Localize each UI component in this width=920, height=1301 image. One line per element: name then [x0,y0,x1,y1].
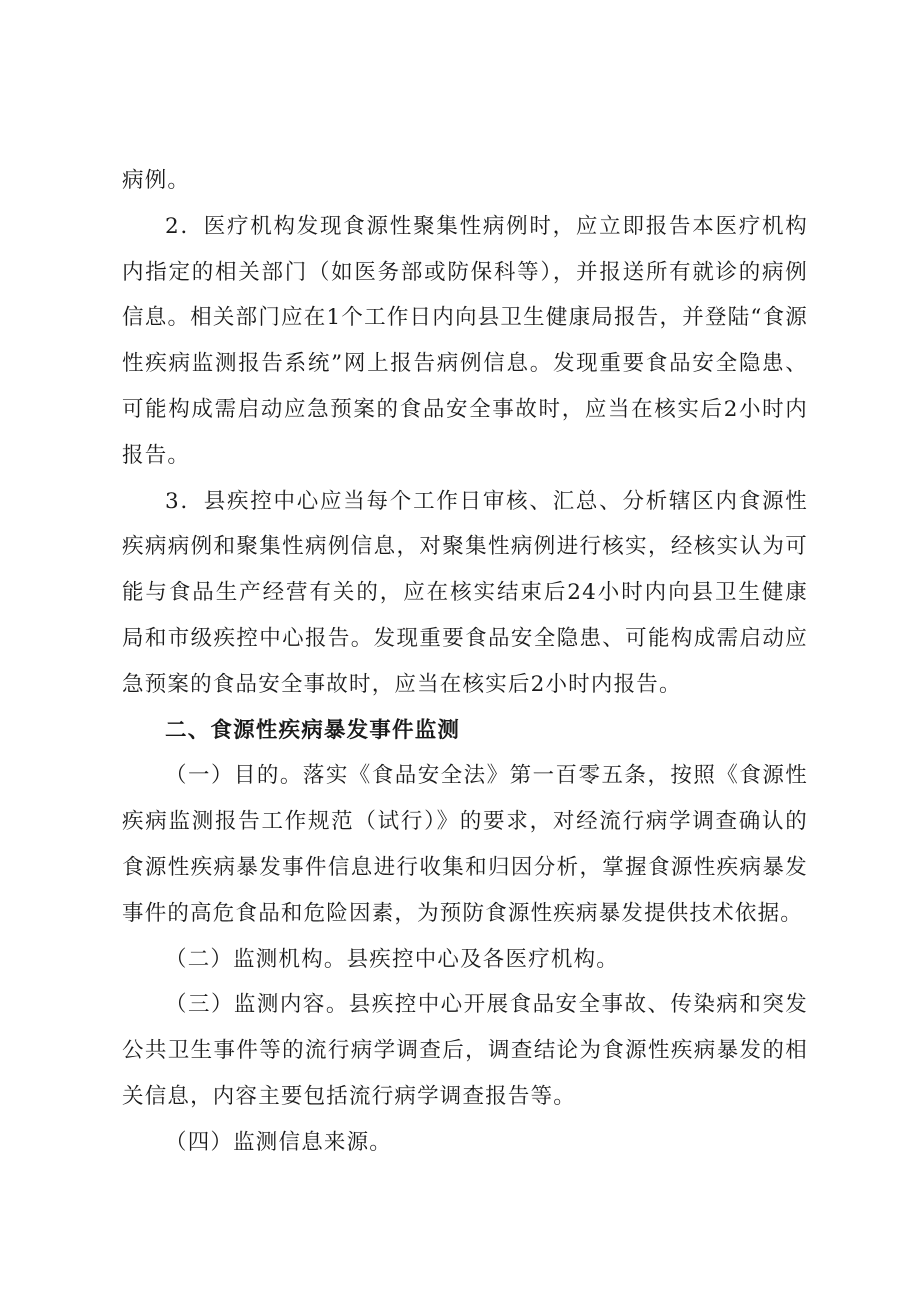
paragraph-purpose: （一）目的。落实《食品安全法》第一百零五条，按照《食源性疾病监测报告工作规范（试行）》的要求，对经流行病学调查确认的食源性疾病暴发事件信息进行收集和归因分析，掌握食源性疾病暴发事件的高危食品和危险因素，为预防食源性疾病暴发提供技术依据。 [122,763,808,926]
document-body [122,158,808,1166]
paragraph-content: （三）监测内容。县疾控中心开展食品安全事故、传染病和突发公共卫生事件等的流行病学调查后，调查结论为食源性疾病暴发的相关信息，内容主要包括流行病学调查报告等。 [122,992,808,1109]
paragraph-institutions: （二）监测机构。县疾控中心及各医疗机构。 [165,946,620,972]
paragraph-sources: （四）监测信息来源。 [165,1129,393,1155]
paragraph-item-2: 2．医疗机构发现食源性聚集性病例时，应立即报告本医疗机构内指定的相关部门（如医务部或防保科等），并报送所有就诊的病例信息。相关部门应在1个工作日内向县卫生健康局报告，并登陆“食源性疾病监测报告系统”网上报告病例信息。发现重要食品安全隐患、可能构成需启动应急预案的食品安全事故时，应当在核实后2小时内报告。 [122,213,808,468]
paragraph-item-3: 3．县疾控中心应当每个工作日审核、汇总、分析辖区内食源性疾病病例和聚集性病例信息，对聚集性病例进行核实，经核实认为可能与食品生产经营有关的，应在核实结束后24小时内向县卫生健康局和市级疾控中心报告。发现重要食品安全隐患、可能构成需启动应急预案的食品安全事故时，应当在核实后2小时内报告。 [122,488,808,697]
section-heading: 二、食源性疾病暴发事件监测 [165,717,461,743]
paragraph-case-continuation: 病例。 [122,168,191,193]
